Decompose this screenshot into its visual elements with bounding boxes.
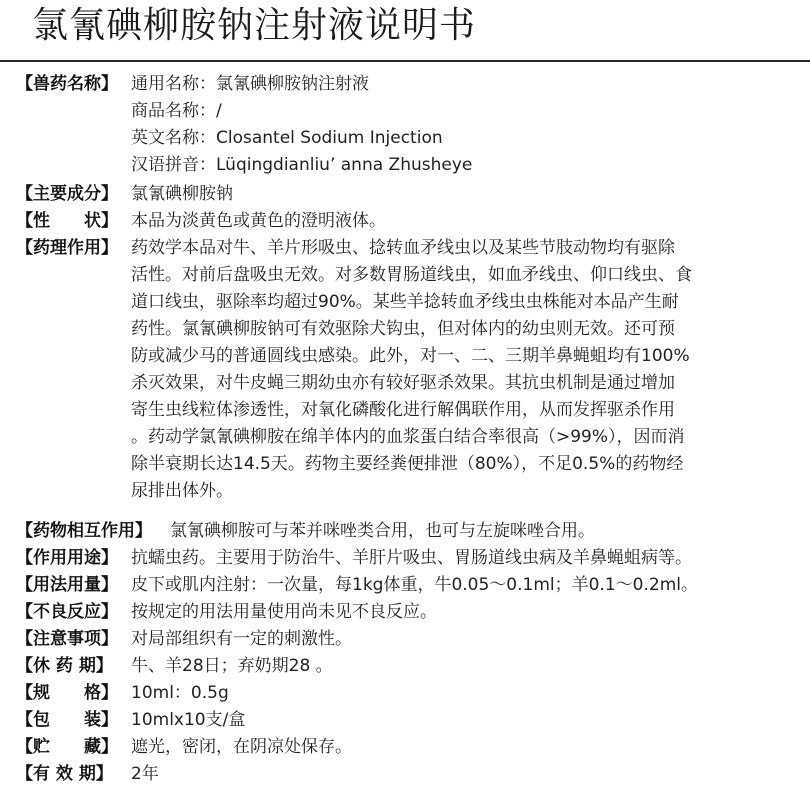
- section-text: 。药动学氯氰碘柳胺在绵羊体内的血浆蛋白结合率很高（>99%），因而消: [131, 427, 685, 447]
- section-label: 【兽药名称】: [16, 74, 118, 94]
- section-label: 【休 药 期】: [16, 656, 113, 676]
- section-text: 道口线虫，驱除率均超过90%。某些羊捻转血矛线虫虫株能对本品产生耐: [131, 292, 679, 312]
- section-label: 【主要成分】: [16, 184, 118, 204]
- section-text: 皮下或肌内注射：一次量，每1kg体重，牛0.05～0.1ml；羊0.1～0.2ml。: [131, 575, 698, 595]
- section-text: 药性。氯氰碘柳胺钠可有效驱除犬钩虫，但对体内的幼虫则无效。还可预: [131, 319, 675, 339]
- section-label: 【性 状】: [16, 211, 118, 231]
- section-text: 2年: [131, 764, 159, 784]
- section-text: 英文名称：Closantel Sodium Injection: [131, 128, 443, 148]
- section-label: 【作用用途】: [16, 548, 118, 568]
- page-title: 氯氰碘柳胺钠注射液说明书: [32, 5, 477, 46]
- section-label: 【注意事项】: [16, 629, 118, 649]
- section-label: 【贮 藏】: [16, 737, 118, 757]
- section-text: 杀灭效果，对牛皮蝇三期幼虫亦有较好驱杀效果。其抗虫机制是通过增加: [131, 373, 675, 393]
- section-text: 尿排出体外。: [131, 481, 233, 501]
- section-text: 药效学本品对牛、羊片形吸虫、捻转血矛线虫以及某些节肢动物均有驱除: [131, 238, 675, 258]
- section-text: 寄生虫线粒体渗透性，对氧化磷酸化进行解偶联作用，从而发挥驱杀作用: [131, 400, 675, 420]
- section-text: 商品名称：/: [131, 101, 222, 121]
- section-text: 通用名称：氯氰碘柳胺钠注射液: [131, 74, 369, 94]
- section-text: 对局部组织有一定的刺激性。: [131, 629, 352, 649]
- section-text: 抗蠕虫药。主要用于防治牛、羊肝片吸虫、胃肠道线虫病及羊鼻蝇蛆病等。: [131, 548, 692, 568]
- section-text: 氯氰碘柳胺钠: [131, 184, 233, 204]
- section-label: 【规 格】: [16, 683, 118, 703]
- section-text: 活性。对前后盘吸虫无效。对多数胃肠道线虫，如血矛线虫、仰口线虫、食: [131, 265, 692, 285]
- section-label: 【用法用量】: [16, 575, 118, 595]
- title-divider: [0, 60, 810, 62]
- section-text: 本品为淡黄色或黄色的澄明液体。: [131, 211, 386, 231]
- section-label: 【有 效 期】: [16, 764, 113, 784]
- section-text: 牛、羊28日；弃奶期28 。: [131, 656, 333, 676]
- section-label: 【药物相互作用】: [16, 521, 152, 541]
- section-label: 【包 装】: [16, 710, 118, 730]
- section-text: 10ml：0.5g: [131, 683, 229, 703]
- section-text: 按规定的用法用量使用尚未见不良反应。: [131, 602, 437, 622]
- section-text: 10mlx10支/盒: [131, 710, 246, 730]
- section-text: 防或减少马的普通圆线虫感染。此外，对一、二、三期羊鼻蝇蛆均有100%: [131, 346, 690, 366]
- section-text: 氯氰碘柳胺可与苯并咪唑类合用，也可与左旋咪唑合用。: [170, 521, 595, 541]
- section-text: 汉语拼音：Lüqingdianliu’ anna Zhusheye: [131, 155, 473, 175]
- section-label: 【药理作用】: [16, 238, 118, 258]
- section-text: 遮光，密闭，在阴凉处保存。: [131, 737, 352, 757]
- section-text: 除半衰期长达14.5天。药物主要经粪便排泄（80%），不足0.5%的药物经: [131, 454, 684, 474]
- section-label: 【不良反应】: [16, 602, 118, 622]
